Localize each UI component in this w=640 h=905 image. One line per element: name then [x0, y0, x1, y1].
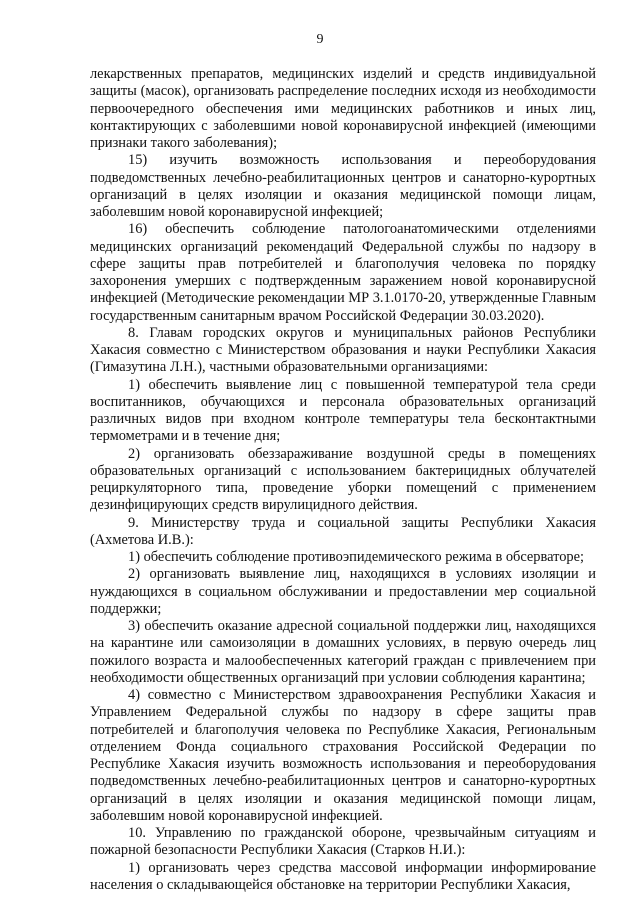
paragraph: 2) организовать выявление лиц, находящихся в условиях изоляции и нуждающихся в социальном обслуживании и предоставлении мер социальной поддержки; — [90, 566, 596, 617]
paragraph: 4) совместно с Министерством здравоохранения Республики Хакасия и Управлением Федеральной службы по надзору в сфере защиты прав потребителей и благополучия человека по Республике Хакасия, Региональным отделением Фонда социального страхования Российской Федерации по Республике Хакасия изучить возможность использования и переоборудования подведомственных лечебно-реабилитационных центров и санаторно-курортных организаций в целях изоляции и оказания медицинской помощи лицам, заболевшим новой коронавирусной инфекцией. — [90, 687, 596, 824]
paragraph: 9. Министерству труда и социальной защиты Республики Хакасия (Ахметова И.В.): — [90, 514, 596, 548]
paragraph: 16) обеспечить соблюдение патологоанатомическими отделениями медицинских организаций рекомендаций Федеральной службы по надзору в сфере защиты прав потребителей и благополучия человека по порядку захоронения умерших с подтвержденным заражением новой коронавирусной инфекцией (Методические рекомендации МР 3.1.0170-20, утвержденные Главным государственным санитарным врачом Российской Федерации 30.03.2020). — [90, 221, 597, 324]
paragraph: лекарственных препаратов, медицинских изделий и средств индивидуальной защиты (масок), организовать распределение последних исходя из необходимости первоочередного обеспечения ими медицинских работников и иных лиц, контактирующих с заболевшими новой коронавирусной инфекцией (имеющими признаки такого заболевания); — [90, 66, 596, 151]
paragraph: 1) организовать через средства массовой информации информирование населения о складывающейся обстановке на территории Республики Хакасия, — [90, 859, 596, 893]
paragraph: 3) обеспечить оказание адресной социальной поддержки лиц, находящихся на карантине или самоизоляции в домашних условиях, в первую очередь лиц пожилого возраста и малообеспеченных категорий граждан с привлечением при необходимости общественных организаций при условии соблюдения карантина; — [90, 618, 596, 686]
paragraph: 1) обеспечить соблюдение противоэпидемического режима в обсерваторе; — [128, 549, 584, 565]
document-body — [90, 66, 596, 894]
paragraph: 15) изучить возможность использования и переоборудования подведомственных лечебно-реабилитационных центров и санаторно-курортных организаций в целях изоляции и оказания медицинской помощи лицам, заболевшим новой коронавирусной инфекцией; — [90, 152, 596, 220]
paragraph: 8. Главам городских округов и муниципальных районов Республики Хакасия совместно с Министерством образования и науки Республики Хакасия (Гимазутина Л.Н.), частными образовательными организациями: — [90, 324, 596, 376]
page-number: 9 — [316, 32, 324, 47]
paragraph: 2) организовать обеззараживание воздушной среды в помещениях образовательных организаций с использованием бактерицидных облучателей рециркуляторного типа, проведение уборки помещений с применением дезинфицирующих средств вирулицидного действия. — [90, 445, 596, 514]
paragraph: 10. Управлению по гражданской обороне, чрезвычайным ситуациям и пожарной безопасности Республики Хакасия (Старков Н.И.): — [90, 825, 596, 859]
paragraph: 1) обеспечить выявление лиц с повышенной температурой тела среди воспитанников, обучающихся и персонала образовательных организаций различных видов при входном контроле температуры тела бесконтактными термометрами и в течение дня; — [90, 376, 596, 445]
